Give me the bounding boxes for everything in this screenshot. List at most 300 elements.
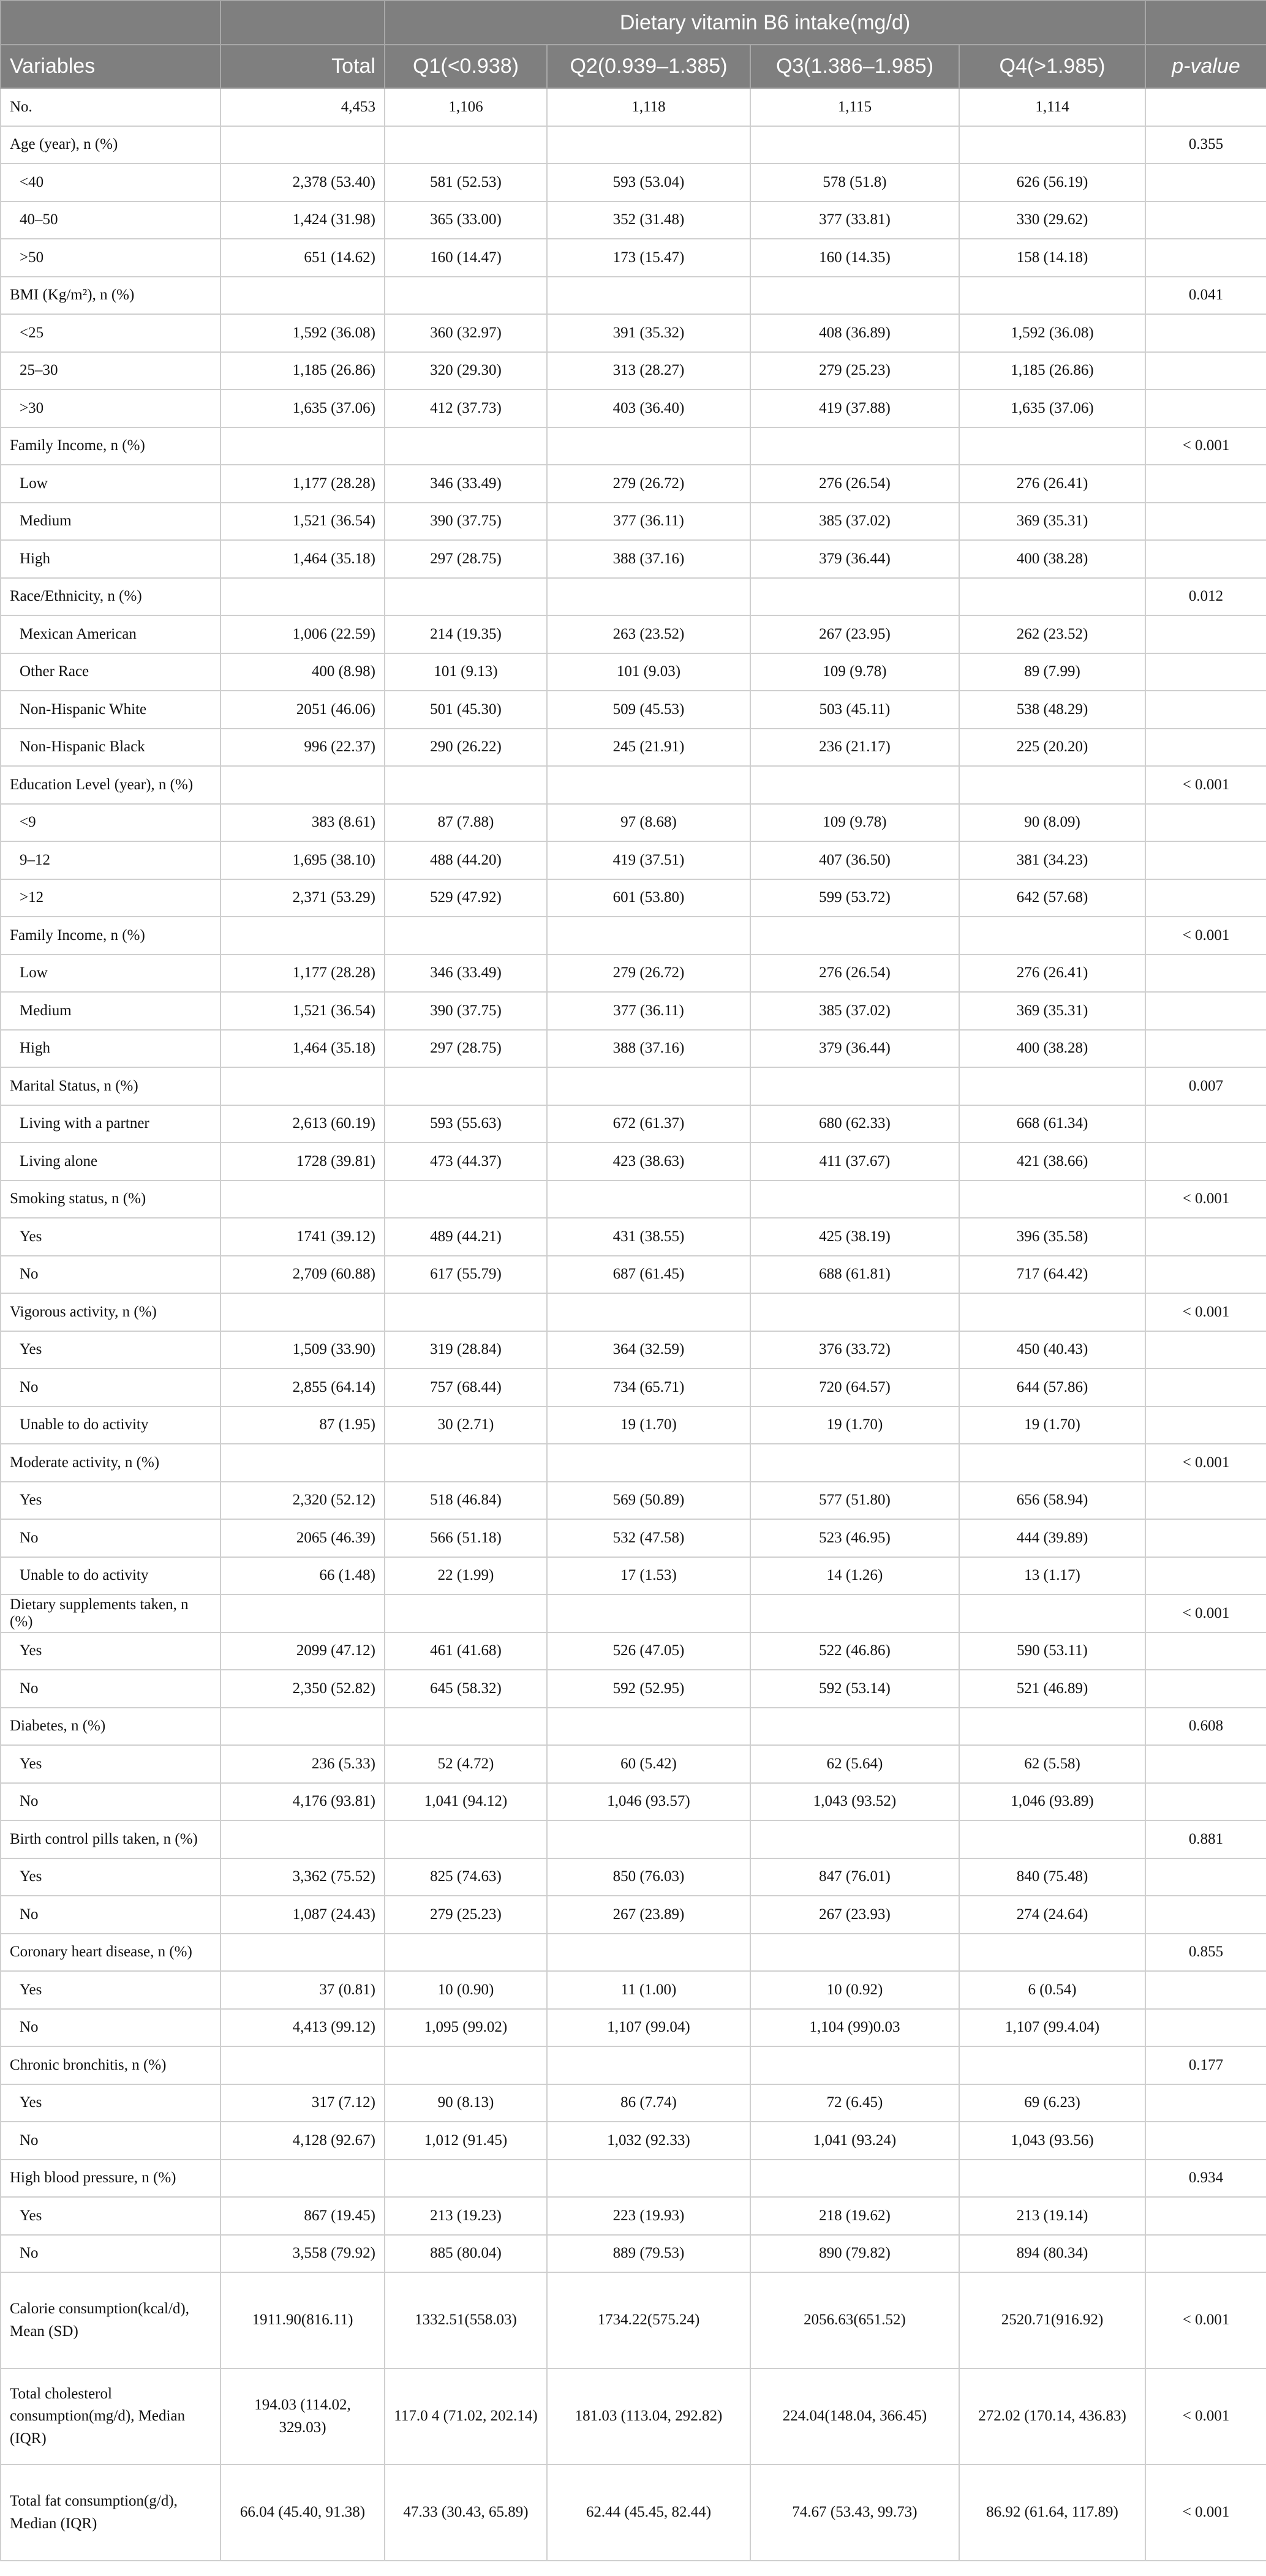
cell-p-value xyxy=(1145,804,1266,842)
cell-p-value: 0.881 xyxy=(1145,1820,1266,1858)
cell-q1: 279 (25.23) xyxy=(385,1896,547,1934)
cell-q1: 213 (19.23) xyxy=(385,2197,547,2235)
cell-p-value xyxy=(1145,2235,1266,2273)
cell-q3: 408 (36.89) xyxy=(750,314,959,352)
table-row xyxy=(1,955,1266,993)
cell-q2 xyxy=(547,1293,750,1331)
cell-q1: 365 (33.00) xyxy=(385,201,547,239)
cell-q3: 680 (62.33) xyxy=(750,1105,959,1143)
cell-q1: 489 (44.21) xyxy=(385,1218,547,1256)
cell-p-value xyxy=(1145,1783,1266,1821)
cell-q1: 319 (28.84) xyxy=(385,1331,547,1369)
cell-q3: 523 (46.95) xyxy=(750,1519,959,1557)
cell-q3 xyxy=(750,1444,959,1482)
cell-q1: 645 (58.32) xyxy=(385,1670,547,1708)
cell-q1: 1,106 xyxy=(385,88,547,126)
table-row xyxy=(1,729,1266,767)
cell-p-value: < 0.001 xyxy=(1145,917,1266,955)
cell-q1: 501 (45.30) xyxy=(385,691,547,729)
row-label: Vigorous activity, n (%) xyxy=(1,1293,220,1331)
cell-total: 2,350 (52.82) xyxy=(220,1670,385,1708)
row-label: 40–50 xyxy=(1,201,220,239)
cell-q4: 276 (26.41) xyxy=(959,955,1145,993)
cell-q2 xyxy=(547,277,750,315)
row-label: No xyxy=(1,1783,220,1821)
cell-q4 xyxy=(959,1820,1145,1858)
cell-q2: 532 (47.58) xyxy=(547,1519,750,1557)
cell-q3: 419 (37.88) xyxy=(750,389,959,427)
table-row xyxy=(1,992,1266,1030)
cell-total: 236 (5.33) xyxy=(220,1745,385,1783)
cell-p-value: < 0.001 xyxy=(1145,1594,1266,1632)
table-row xyxy=(1,1632,1266,1670)
cell-q4: 521 (46.89) xyxy=(959,1670,1145,1708)
cell-q1: 617 (55.79) xyxy=(385,1256,547,1294)
row-label: Education Level (year), n (%) xyxy=(1,766,220,804)
cell-total: 1,087 (24.43) xyxy=(220,1896,385,1934)
cell-q2: 734 (65.71) xyxy=(547,1369,750,1406)
cell-total xyxy=(220,1934,385,1972)
cell-q3: 279 (25.23) xyxy=(750,352,959,390)
table-row xyxy=(1,314,1266,352)
header-empty-cell xyxy=(1145,1,1266,45)
cell-q4: 369 (35.31) xyxy=(959,503,1145,541)
cell-q2 xyxy=(547,2160,750,2198)
cell-p-value xyxy=(1145,88,1266,126)
table-row xyxy=(1,352,1266,390)
cell-p-value: 0.608 xyxy=(1145,1708,1266,1746)
cell-q1 xyxy=(385,766,547,804)
cell-q3: 425 (38.19) xyxy=(750,1218,959,1256)
cell-total xyxy=(220,1444,385,1482)
cell-q1: 320 (29.30) xyxy=(385,352,547,390)
cell-total: 1,521 (36.54) xyxy=(220,503,385,541)
cell-q1: 290 (26.22) xyxy=(385,729,547,767)
cell-total: 4,453 xyxy=(220,88,385,126)
table-row xyxy=(1,691,1266,729)
cell-q4: 450 (40.43) xyxy=(959,1331,1145,1369)
cell-q2: 223 (19.93) xyxy=(547,2197,750,2235)
column-header-q1: Q1(<0.938) xyxy=(385,45,547,88)
cell-q3: 276 (26.54) xyxy=(750,955,959,993)
cell-q3: 377 (33.81) xyxy=(750,201,959,239)
cell-p-value xyxy=(1145,1105,1266,1143)
cell-q3: 577 (51.80) xyxy=(750,1482,959,1520)
cell-q3: 1,041 (93.24) xyxy=(750,2122,959,2160)
cell-total: 2,371 (53.29) xyxy=(220,879,385,917)
cell-p-value: < 0.001 xyxy=(1145,427,1266,465)
cell-p-value xyxy=(1145,389,1266,427)
cell-q2: 97 (8.68) xyxy=(547,804,750,842)
cell-q4 xyxy=(959,917,1145,955)
cell-q2: 687 (61.45) xyxy=(547,1256,750,1294)
row-label: Total fat consumption(g/d), Median (IQR) xyxy=(1,2465,220,2561)
cell-q3: 599 (53.72) xyxy=(750,879,959,917)
cell-q3: 109 (9.78) xyxy=(750,653,959,691)
cell-total: 996 (22.37) xyxy=(220,729,385,767)
cell-q4: 626 (56.19) xyxy=(959,163,1145,201)
cell-q2: 101 (9.03) xyxy=(547,653,750,691)
cell-q2: 364 (32.59) xyxy=(547,1331,750,1369)
cell-q2: 672 (61.37) xyxy=(547,1105,750,1143)
cell-q4 xyxy=(959,2160,1145,2198)
cell-total: 3,362 (75.52) xyxy=(220,1858,385,1896)
cell-total: 1,177 (28.28) xyxy=(220,465,385,503)
row-label: Yes xyxy=(1,1331,220,1369)
table-row xyxy=(1,1594,1266,1632)
cell-q4: 644 (57.86) xyxy=(959,1369,1145,1406)
cell-q1: 10 (0.90) xyxy=(385,1971,547,2009)
cell-q4: 369 (35.31) xyxy=(959,992,1145,1030)
cell-q1: 360 (32.97) xyxy=(385,314,547,352)
cell-q1: 117.0 4 (71.02, 202.14) xyxy=(385,2368,547,2465)
cell-q2: 352 (31.48) xyxy=(547,201,750,239)
cell-q3: 10 (0.92) xyxy=(750,1971,959,2009)
cell-q1: 101 (9.13) xyxy=(385,653,547,691)
cell-q2: 569 (50.89) xyxy=(547,1482,750,1520)
row-label: No xyxy=(1,1256,220,1294)
cell-total: 37 (0.81) xyxy=(220,1971,385,2009)
cell-total: 87 (1.95) xyxy=(220,1406,385,1444)
cell-q1 xyxy=(385,2046,547,2084)
cell-q2 xyxy=(547,1181,750,1219)
cell-q3: 1,104 (99)0.03 xyxy=(750,2009,959,2047)
table-row xyxy=(1,277,1266,315)
cell-q3: 503 (45.11) xyxy=(750,691,959,729)
cell-q3 xyxy=(750,1708,959,1746)
cell-q2: 173 (15.47) xyxy=(547,239,750,277)
cell-q3: 688 (61.81) xyxy=(750,1256,959,1294)
cell-q4: 274 (24.64) xyxy=(959,1896,1145,1934)
cell-p-value xyxy=(1145,2122,1266,2160)
table-row xyxy=(1,1670,1266,1708)
cell-total: 1,185 (26.86) xyxy=(220,352,385,390)
cell-q4: 656 (58.94) xyxy=(959,1482,1145,1520)
cell-q4 xyxy=(959,1934,1145,1972)
cell-q2 xyxy=(547,766,750,804)
cell-q2: 377 (36.11) xyxy=(547,992,750,1030)
cell-q3 xyxy=(750,1820,959,1858)
cell-q3 xyxy=(750,2046,959,2084)
row-label: No xyxy=(1,2235,220,2273)
cell-p-value xyxy=(1145,163,1266,201)
row-label: High xyxy=(1,540,220,578)
cell-q1: 518 (46.84) xyxy=(385,1482,547,1520)
cell-q4: 89 (7.99) xyxy=(959,653,1145,691)
cell-q3: 379 (36.44) xyxy=(750,540,959,578)
cell-total: 66 (1.48) xyxy=(220,1557,385,1595)
cell-total xyxy=(220,1708,385,1746)
row-label: No xyxy=(1,2122,220,2160)
cell-q4: 158 (14.18) xyxy=(959,239,1145,277)
cell-total: 4,176 (93.81) xyxy=(220,1783,385,1821)
cell-total xyxy=(220,2046,385,2084)
group-header-vitamin-b6: Dietary vitamin B6 intake(mg/d) xyxy=(385,1,1145,45)
cell-q1: 390 (37.75) xyxy=(385,503,547,541)
cell-p-value xyxy=(1145,1369,1266,1406)
cell-q4: 262 (23.52) xyxy=(959,615,1145,653)
cell-q1: 346 (33.49) xyxy=(385,465,547,503)
cell-q4: 2520.71(916.92) xyxy=(959,2272,1145,2368)
cell-total: 1,521 (36.54) xyxy=(220,992,385,1030)
cell-total xyxy=(220,1820,385,1858)
cell-q1: 473 (44.37) xyxy=(385,1143,547,1181)
cell-q4 xyxy=(959,1067,1145,1105)
table-row xyxy=(1,1708,1266,1746)
cell-q3: 407 (36.50) xyxy=(750,841,959,879)
cell-q1 xyxy=(385,1708,547,1746)
table-row xyxy=(1,1444,1266,1482)
cell-q1 xyxy=(385,1444,547,1482)
cell-total xyxy=(220,1594,385,1632)
cell-p-value xyxy=(1145,540,1266,578)
row-label: Calorie consumption(kcal/d), Mean (SD) xyxy=(1,2272,220,2368)
table-row xyxy=(1,615,1266,653)
cell-q4: 19 (1.70) xyxy=(959,1406,1145,1444)
cell-q3: 411 (37.67) xyxy=(750,1143,959,1181)
row-label: Unable to do activity xyxy=(1,1406,220,1444)
cell-p-value xyxy=(1145,1858,1266,1896)
cell-q2: 388 (37.16) xyxy=(547,1030,750,1068)
cell-p-value: 0.355 xyxy=(1145,126,1266,164)
table-row xyxy=(1,239,1266,277)
cell-q1: 346 (33.49) xyxy=(385,955,547,993)
cell-q2 xyxy=(547,578,750,616)
cell-q3: 890 (79.82) xyxy=(750,2235,959,2273)
cell-q2: 419 (37.51) xyxy=(547,841,750,879)
cell-q1: 87 (7.88) xyxy=(385,804,547,842)
cell-q1: 1,095 (99.02) xyxy=(385,2009,547,2047)
table-row xyxy=(1,126,1266,164)
cell-q1: 757 (68.44) xyxy=(385,1369,547,1406)
cell-q4: 213 (19.14) xyxy=(959,2197,1145,2235)
cell-total: 383 (8.61) xyxy=(220,804,385,842)
table-header xyxy=(1,1,1266,88)
row-label: Medium xyxy=(1,503,220,541)
cell-p-value: < 0.001 xyxy=(1145,1181,1266,1219)
cell-p-value: 0.007 xyxy=(1145,1067,1266,1105)
cell-q4 xyxy=(959,277,1145,315)
cell-q3: 14 (1.26) xyxy=(750,1557,959,1595)
cell-total: 1,006 (22.59) xyxy=(220,615,385,653)
cell-q2: 60 (5.42) xyxy=(547,1745,750,1783)
cell-q1: 214 (19.35) xyxy=(385,615,547,653)
cell-q2 xyxy=(547,1067,750,1105)
row-label: No xyxy=(1,1896,220,1934)
cell-p-value: < 0.001 xyxy=(1145,2465,1266,2561)
cell-q4: 421 (38.66) xyxy=(959,1143,1145,1181)
cell-total: 194.03 (114.02, 329.03) xyxy=(220,2368,385,2465)
table-row xyxy=(1,578,1266,616)
cell-q4: 642 (57.68) xyxy=(959,879,1145,917)
cell-q4: 90 (8.09) xyxy=(959,804,1145,842)
cell-q2: 11 (1.00) xyxy=(547,1971,750,2009)
cell-p-value: 0.012 xyxy=(1145,578,1266,616)
cell-q3: 847 (76.01) xyxy=(750,1858,959,1896)
cell-q3: 379 (36.44) xyxy=(750,1030,959,1068)
cell-q2: 889 (79.53) xyxy=(547,2235,750,2273)
row-label: Living with a partner xyxy=(1,1105,220,1143)
column-header-p-value: p-value xyxy=(1145,45,1266,88)
cell-q1: 47.33 (30.43, 65.89) xyxy=(385,2465,547,2561)
table-row xyxy=(1,1105,1266,1143)
table-row xyxy=(1,503,1266,541)
cell-total: 400 (8.98) xyxy=(220,653,385,691)
table-row xyxy=(1,2272,1266,2368)
cell-q1: 581 (52.53) xyxy=(385,163,547,201)
table-row xyxy=(1,1143,1266,1181)
cell-p-value xyxy=(1145,992,1266,1030)
cell-q3: 385 (37.02) xyxy=(750,503,959,541)
cell-q1: 22 (1.99) xyxy=(385,1557,547,1595)
table-row xyxy=(1,1256,1266,1294)
row-label: No. xyxy=(1,88,220,126)
cell-q3: 267 (23.93) xyxy=(750,1896,959,1934)
cell-q3 xyxy=(750,277,959,315)
cell-q2: 509 (45.53) xyxy=(547,691,750,729)
cell-p-value xyxy=(1145,1218,1266,1256)
table-row xyxy=(1,1181,1266,1219)
header-empty-cell xyxy=(220,1,385,45)
row-label: Yes xyxy=(1,1858,220,1896)
header-row-group xyxy=(1,1,1266,45)
cell-q2 xyxy=(547,126,750,164)
cell-p-value: < 0.001 xyxy=(1145,2368,1266,2465)
cell-q1: 297 (28.75) xyxy=(385,540,547,578)
cell-q3 xyxy=(750,1594,959,1632)
table-row xyxy=(1,88,1266,126)
cell-p-value: 0.934 xyxy=(1145,2160,1266,2198)
cell-q4 xyxy=(959,2046,1145,2084)
row-label: Medium xyxy=(1,992,220,1030)
cell-q2: 17 (1.53) xyxy=(547,1557,750,1595)
cell-q4: 69 (6.23) xyxy=(959,2084,1145,2122)
cell-total xyxy=(220,126,385,164)
cell-q2 xyxy=(547,1934,750,1972)
cell-q3 xyxy=(750,2160,959,2198)
cell-total: 1,177 (28.28) xyxy=(220,955,385,993)
cell-total xyxy=(220,1067,385,1105)
table-row xyxy=(1,389,1266,427)
row-label: Yes xyxy=(1,1218,220,1256)
table-row xyxy=(1,2160,1266,2198)
cell-p-value xyxy=(1145,201,1266,239)
row-label: Marital Status, n (%) xyxy=(1,1067,220,1105)
header-empty-cell xyxy=(1,1,220,45)
cell-total xyxy=(220,427,385,465)
cell-q3: 236 (21.17) xyxy=(750,729,959,767)
cell-q3: 376 (33.72) xyxy=(750,1331,959,1369)
cell-total: 2,378 (53.40) xyxy=(220,163,385,201)
cell-q4: 894 (80.34) xyxy=(959,2235,1145,2273)
cell-q3: 19 (1.70) xyxy=(750,1406,959,1444)
cell-total: 2065 (46.39) xyxy=(220,1519,385,1557)
cell-total: 1,635 (37.06) xyxy=(220,389,385,427)
cell-p-value xyxy=(1145,465,1266,503)
cell-total: 2,320 (52.12) xyxy=(220,1482,385,1520)
cell-q3 xyxy=(750,1293,959,1331)
cell-q1 xyxy=(385,1181,547,1219)
row-label: No xyxy=(1,1519,220,1557)
cell-q2 xyxy=(547,1594,750,1632)
cell-q2: 19 (1.70) xyxy=(547,1406,750,1444)
table-row xyxy=(1,1406,1266,1444)
cell-q2: 245 (21.91) xyxy=(547,729,750,767)
table-row xyxy=(1,201,1266,239)
row-label: Yes xyxy=(1,2197,220,2235)
table-row xyxy=(1,2235,1266,2273)
cell-p-value xyxy=(1145,1030,1266,1068)
cell-q4: 330 (29.62) xyxy=(959,201,1145,239)
cell-q1 xyxy=(385,1293,547,1331)
cell-q1: 160 (14.47) xyxy=(385,239,547,277)
cell-total: 1,695 (38.10) xyxy=(220,841,385,879)
row-label: Living alone xyxy=(1,1143,220,1181)
cell-q2: 403 (36.40) xyxy=(547,389,750,427)
cell-q4: 225 (20.20) xyxy=(959,729,1145,767)
cell-total: 1911.90(816.11) xyxy=(220,2272,385,2368)
cell-q3: 385 (37.02) xyxy=(750,992,959,1030)
cell-q1: 1332.51(558.03) xyxy=(385,2272,547,2368)
cell-p-value xyxy=(1145,352,1266,390)
table-row xyxy=(1,2009,1266,2047)
row-label: Total cholesterol consumption(mg/d), Median (IQR) xyxy=(1,2368,220,2465)
cell-q2: 850 (76.03) xyxy=(547,1858,750,1896)
cell-q2 xyxy=(547,1444,750,1482)
cell-total: 1,424 (31.98) xyxy=(220,201,385,239)
cell-q2 xyxy=(547,1708,750,1746)
row-label: No xyxy=(1,1369,220,1406)
column-header-q3: Q3(1.386–1.985) xyxy=(750,45,959,88)
table-body xyxy=(1,88,1266,2561)
cell-q3: 2056.63(651.52) xyxy=(750,2272,959,2368)
cell-q2: 377 (36.11) xyxy=(547,503,750,541)
cell-q3: 720 (64.57) xyxy=(750,1369,959,1406)
cell-q2: 601 (53.80) xyxy=(547,879,750,917)
cell-q4: 717 (64.42) xyxy=(959,1256,1145,1294)
table-row xyxy=(1,1934,1266,1972)
table-row xyxy=(1,1369,1266,1406)
cell-p-value xyxy=(1145,239,1266,277)
cell-q2: 1,118 xyxy=(547,88,750,126)
row-label: Yes xyxy=(1,1632,220,1670)
table-row xyxy=(1,841,1266,879)
cell-q3 xyxy=(750,427,959,465)
table-row xyxy=(1,1745,1266,1783)
cell-q4: 1,043 (93.56) xyxy=(959,2122,1145,2160)
cell-p-value xyxy=(1145,615,1266,653)
cell-q2: 62.44 (45.45, 82.44) xyxy=(547,2465,750,2561)
cell-total: 4,413 (99.12) xyxy=(220,2009,385,2047)
row-label: Smoking status, n (%) xyxy=(1,1181,220,1219)
cell-q2: 267 (23.89) xyxy=(547,1896,750,1934)
cell-q1 xyxy=(385,2160,547,2198)
cell-q4: 1,107 (99.4.04) xyxy=(959,2009,1145,2047)
cell-total: 2099 (47.12) xyxy=(220,1632,385,1670)
cell-total xyxy=(220,1293,385,1331)
cell-q4 xyxy=(959,766,1145,804)
cell-q1: 825 (74.63) xyxy=(385,1858,547,1896)
column-header-q2: Q2(0.939–1.385) xyxy=(547,45,750,88)
cell-total: 651 (14.62) xyxy=(220,239,385,277)
cell-q2: 526 (47.05) xyxy=(547,1632,750,1670)
cell-p-value xyxy=(1145,1331,1266,1369)
cell-q2: 593 (53.04) xyxy=(547,163,750,201)
table-row xyxy=(1,427,1266,465)
cell-q2: 279 (26.72) xyxy=(547,955,750,993)
cell-p-value xyxy=(1145,1482,1266,1520)
cell-q1 xyxy=(385,1934,547,1972)
